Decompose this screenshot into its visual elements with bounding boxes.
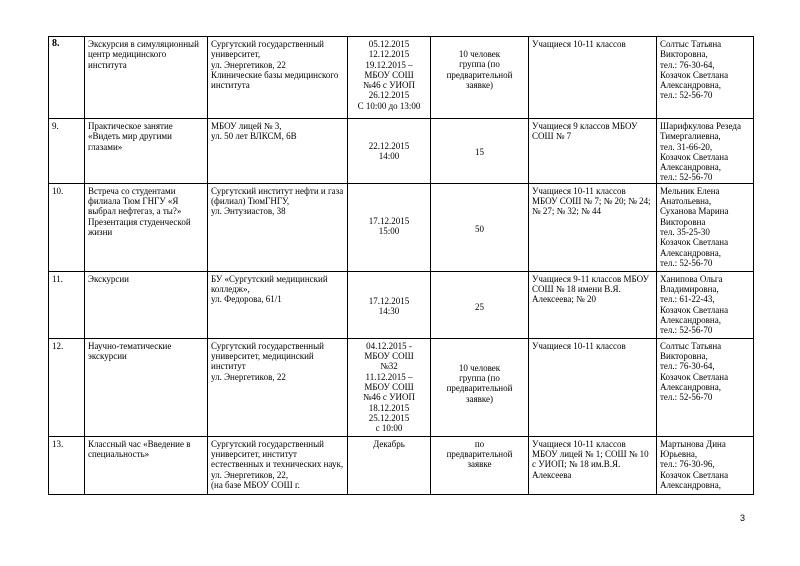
contacts: Шарифкулова Резеда Тимергалиевна, тел. 31-66-20, Козачок Светлана Александровна, тел.: 52-56-70 — [657, 119, 754, 184]
table-row — [49, 271, 754, 338]
participant-count: 15 — [431, 119, 529, 184]
event-date: 17.12.2015 15:00 — [348, 183, 431, 271]
event-date: 22.12.2015 14:00 — [348, 119, 431, 184]
row-number: 11. — [49, 271, 85, 338]
contacts: Мельник Елена Анатольевна, Суханова Марина Викторовна тел. 35-25-30 Козачок Светлана Александровна, тел.: 52-56-70 — [657, 183, 754, 271]
event-name: Научно-тематические экскурсии — [85, 338, 208, 436]
table-row — [49, 338, 754, 436]
event-place: Сургутский государственный университет, медицинский институт ул. Энергетиков, 22 — [208, 338, 348, 436]
event-date: 05.12.2015 12.12.2015 19.12.2015 – МБОУ СОШ №46 с УИОП 26.12.2015 С 10:00 до 13:00 — [348, 37, 431, 119]
event-place: Сургутский государственный университет, ул. Энергетиков, 22 Клинические базы медицинского института — [208, 37, 348, 119]
row-number: 13. — [49, 436, 85, 494]
event-place: Сургутский институт нефти и газа (филиал) ТюмГНГУ, ул. Энтузиастов, 38 — [208, 183, 348, 271]
event-name: Практическое занятие «Видеть мир другими глазами» — [85, 119, 208, 184]
participant-count: 50 — [431, 183, 529, 271]
event-place: МБОУ лицей № 3, ул. 50 лет ВЛКСМ, 6В — [208, 119, 348, 184]
event-name: Экскурсия в симуляционный центр медицинского института — [85, 37, 208, 119]
table-row — [49, 119, 754, 184]
event-place: Сургутский государственный университет, институт естественных и технических наук, ул. Энергетиков, 22, (на базе МБОУ СОШ г. — [208, 436, 348, 494]
contacts: Солтыс Татьяна Викторовна, тел.: 76-30-64, Козачок Светлана Александровна, тел.: 52-56-70 — [657, 37, 754, 119]
participant-count: 10 человек группа (по предварительной заявке) — [431, 338, 529, 436]
event-date: 17.12.2015 14:30 — [348, 271, 431, 338]
event-date: 04.12.2015 - МБОУ СОШ №32 11.12.2015 – МБОУ СОШ №46 с УИОП 18.12.2015 25.12.2015 с 10:00 — [348, 338, 431, 436]
participant-count: 10 человек группа (по предварительной заявке) — [431, 37, 529, 119]
row-number: 10. — [49, 183, 85, 271]
event-name: Встреча со студентами филиала Тюм ГНГУ «Я выбрал нефтегаз, а ты?» Презентация студенческой жизни — [85, 183, 208, 271]
participants: Учащиеся 9 классов МБОУ СОШ № 7 — [529, 119, 657, 184]
event-date: Декабрь — [348, 436, 431, 494]
participants: Учащиеся 10-11 классов — [529, 338, 657, 436]
event-name: Экскурсии — [85, 271, 208, 338]
event-place: БУ «Сургутский медицинский колледж», ул. Федорова, 61/1 — [208, 271, 348, 338]
table-row — [49, 183, 754, 271]
table-row — [49, 436, 754, 494]
participants: Учащиеся 10-11 классов — [529, 37, 657, 119]
row-number: 9. — [49, 119, 85, 184]
participants: Учащиеся 9-11 классов МБОУ СОШ № 18 имени В.Я. Алексеева; № 20 — [529, 271, 657, 338]
table-row — [49, 37, 754, 119]
participant-count: 25 — [431, 271, 529, 338]
participants: Учащиеся 10-11 классов МБОУ лицей № 1; СОШ № 10 с УИОП; № 18 им.В.Я. Алексеева — [529, 436, 657, 494]
contacts: Солтыс Татьяна Викторовна, тел.: 76-30-64, Козачок Светлана Александровна, тел.: 52-56-70 — [657, 338, 754, 436]
page-number: 3 — [740, 513, 746, 523]
row-number: 8. — [49, 37, 85, 119]
row-number: 12. — [49, 338, 85, 436]
contacts: Ханипова Ольга Владимировна, тел.: 61-22-43, Козачок Светлана Александровна, тел.: 52-56-70 — [657, 271, 754, 338]
event-name: Классный час «Введение в специальность» — [85, 436, 208, 494]
participant-count: по предварительной заявке — [431, 436, 529, 494]
participants: Учащиеся 10-11 классов МБОУ СОШ № 7; № 20; № 24; № 27; № 32; № 44 — [529, 183, 657, 271]
contacts: Мартынова Дина Юрьевна, тел.: 76-30-96, Козачок Светлана Александровна, — [657, 436, 754, 494]
events-table — [48, 36, 754, 495]
